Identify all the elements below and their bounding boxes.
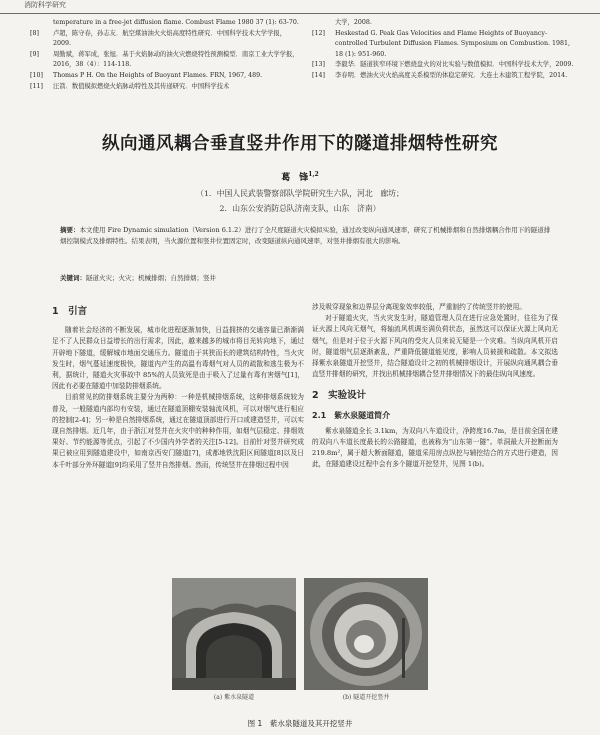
reference-item: [9] 周勤斌，蒋军成，张旭．基于火焰脉动的油火灾燃烧特性预测模型．南京工业大学学报，2016，38（4）：114-118.: [30, 50, 299, 69]
author: [0, 170, 600, 183]
tunnel-portal-image: [172, 578, 296, 690]
author-name: 葛 锋: [281, 173, 309, 183]
paragraph: 涉及吸穿现象和边界层分离现象效率较低，严重制约了传统竖井的使用。: [312, 303, 526, 311]
paragraph: 紫水泉隧道全长 3.1km，为双向八车道设计，净跨度16.7m，是目前全国在建的双向八车道长度最长的公路隧道，也被称为“山东第一隧”。单洞最大开挖断面为 219.8m²，属于超大断面隧道，隧道采用房点纵挖与辅挖结合的方式进行建造，因此，在隧道建设过程中会有多个隧道开挖竖井，见图 1(b)。: [312, 426, 558, 469]
journal-name: 消防科学研究: [24, 1, 66, 9]
affiliation-2: 2．山东公安消防总队济南支队，山东 济南）: [219, 204, 381, 213]
references-right: [312, 18, 574, 82]
paragraph: 目前常见的防排烟系统主要分为两种：一种是机械排烟系统，这种排烟系统较为普及，一般隧道内部均有安装，通过在隧道顶棚安装轴流风机，可以对烟气进行相应的控制[2-4]；另一种是自然排烟系统，通过在隧道顶部进行开口或建造竖井，可以实现自然排烟。近几年，由于浙江对竖井在火灾中的种种作用，如烟气层稳定、排烟效果好、节约能源等优点，引起了不少国内外学者的关注[5-12]。目前针对竖井研究成果已被应用到隧道建设中，如南京西安门隧道[7]，成都地铁沈阳区间隧道[8]以及日本千叶部分外环隧道[9]均采用了竖井自然排烟。然而，传统竖井在排烟过程中因: [52, 393, 304, 469]
reference-item: [8] 卢超，陈守春，孙志友．航空煤油油火火焰高度特性研究．中国科学技术大学学报，2009.: [30, 29, 286, 48]
references-left: [30, 18, 302, 92]
section-heading: 2 实验设计: [312, 390, 367, 402]
author-affiliation-mark: 1,2: [308, 171, 319, 178]
reference-item: [13] 李毅华．隧道狭窄环境下燃烧盘火的对比实验与数值模拟．中国科学技术大学，2009.: [312, 61, 574, 69]
excavation-shaft-image: [304, 578, 428, 690]
running-head: [0, 0, 600, 14]
reference-item: [14] 李春明．燃油火灾火焰高度关系模型的体稳定研究．大连土木建筑工程学院，2014.: [312, 71, 568, 79]
reference-item: 大学，2008.: [335, 19, 372, 26]
body-column-right: [312, 302, 558, 471]
reference-item: [10] Thomas P H. On the Heights of Buoyant Flames. FRN, 1967, 489.: [30, 71, 263, 79]
shaft-photo: [304, 578, 428, 690]
abstract-label: 摘要：: [60, 226, 80, 234]
reference-item: temperature in a free-jet diffusion flame. Combust Flame 1980 37 (1): 63-70.: [53, 19, 299, 26]
affiliation-1: （1．中国人民武装警察部队学院研究生六队，河北 廊坊；: [196, 189, 404, 198]
paper-title: 纵向通风耦合垂直竖井作用下的隧道排烟特性研究: [102, 134, 498, 154]
abstract: [60, 225, 556, 247]
abstract-text: 本文使用 Fire Dynamic simulation（Version 6.1.2）进行了全尺度隧道火灾模拟实验，通过改变纵向通风速率，研究了机械排烟和自然排烟耦合作用下的隧道排烟控制模式及排烟特性。结果表明，当火源位置和竖井位置固定时，改变隧道纵向通风速率，对竖井排烟有很大的影响。: [60, 226, 551, 245]
reference-item: [11] 汪箭．数值模拟燃烧火焰脉动特性及其传递研究．中国科学技术: [30, 82, 230, 90]
figure-subcaption-b: (b) 隧道开挖竖井: [342, 694, 390, 701]
figure-subcaption-a: (a) 紫水泉隧道: [213, 694, 255, 701]
keywords-text: 隧道火灾；火灾；机械排烟；自然排烟；竖井: [86, 274, 216, 282]
paragraph: 对于隧道火灾，当火灾发生时，隧道管理人员在进行应急处置时，往往为了保证火源上风向无烟气，将轴流风机调至满负荷状态，虽然这可以保证火源上风向无烟气，但是对于位于火源下风向的受灾人员来说无疑是一个灾难。当纵向风机开启时，隧道烟气层逐渐紊乱，严重降低隧道能见度，影响人员被援和疏散。本文拟选择紫水泉隧道开挖竖井，结合隧道设计之初的机械排烟设计，开展纵向通风耦合垂直竖井排烟的研究，并找出机械排烟耦合竖井排烟情况下的最佳纵向风速度。: [312, 314, 558, 379]
figure-1: [172, 578, 428, 704]
subsection-heading: 2.1 紫水泉隧道简介: [312, 410, 391, 420]
keywords-label: 关键词：: [60, 274, 86, 282]
figure-caption: 图 1 紫水泉隧道及其开挖竖井: [247, 719, 353, 728]
keywords: [60, 273, 556, 282]
reference-item: [12] Heskestad G. Peak Gas Velocities and Flame Heights of Buoyancy-controlled Turbulent Diffusion Flames. Symposium on Combustion. 1981, 18 (1): 951-960.: [312, 29, 571, 58]
body-column-left: [52, 296, 304, 471]
paragraph: 随着社会经济的不断发展，城市化进程逐渐加快，日益拥挤的交通容量已渐渐满足不了人民群众日益增长的出行需求，因此，越来越多的城市将目光转向地下，通过开辟地下隧道，缓解城市地面交通压力。隧道由于其狭而长的建筑结构特性，当火灾发生时，烟气蔓延速度极快，隧道内产生的高温有毒烟气对人员的疏散和逃生极为不利，据统计，隧道火灾事故中 85%的人员致死是由于吸入了过量有毒有害烟气[1]，因此有必要在隧道中加装防排烟系统。: [52, 326, 304, 391]
section-heading: 1 引言: [52, 306, 88, 317]
tunnel-portal-photo: [172, 578, 296, 690]
